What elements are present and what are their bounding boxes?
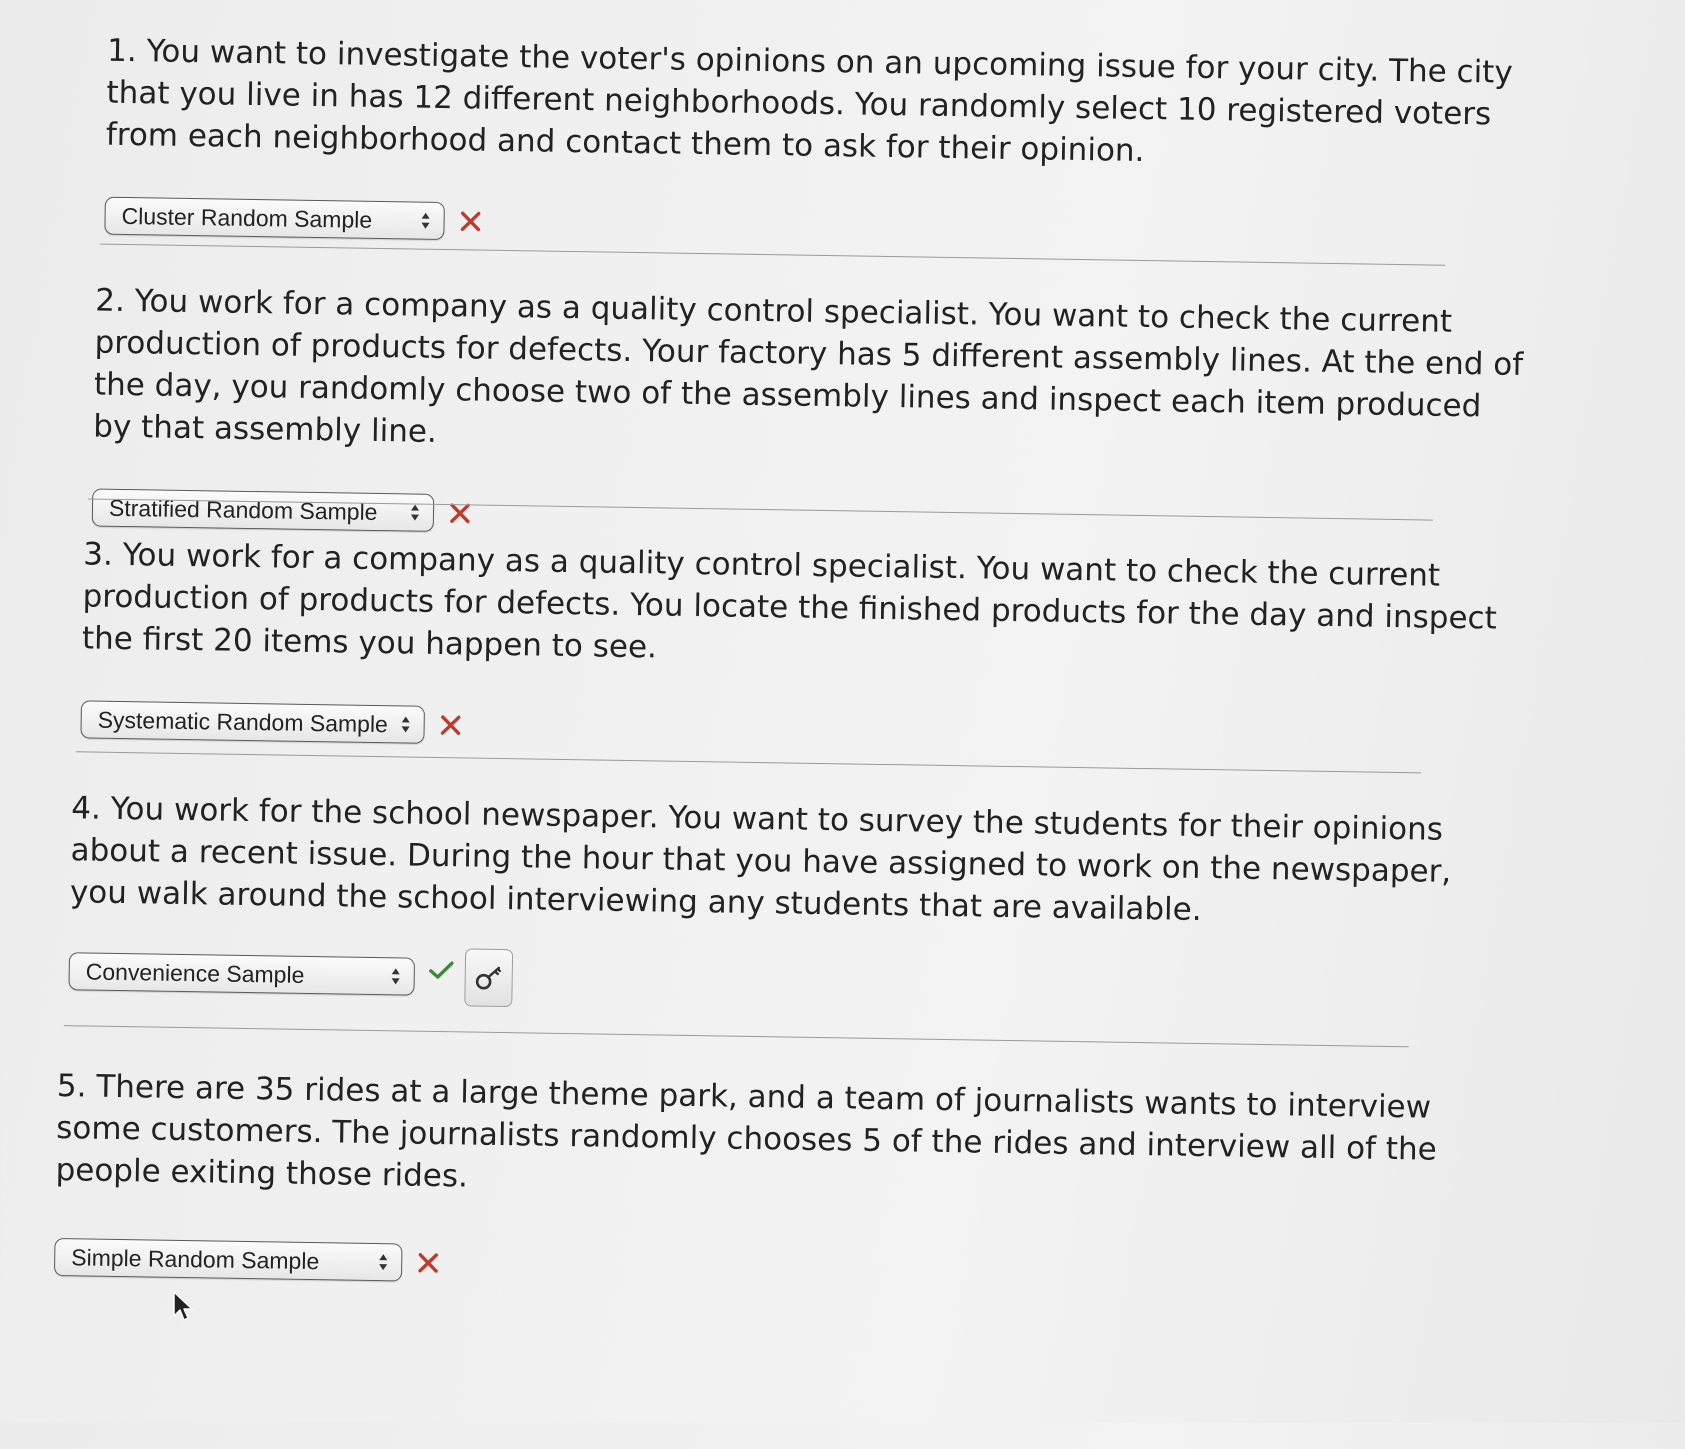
question-5-number: 5. [56,1068,87,1105]
question-3-number: 3. [83,536,114,573]
updown-arrows-icon [390,964,402,988]
x-icon [436,711,464,739]
key-icon [473,963,503,993]
question-4-answer-select[interactable] [68,952,415,995]
question-1-body: You want to investigate the voter's opinions on an upcoming issue for your city. The city that you live in has 12 different neighborhoods. You randomly select 10 registered voters from each neighborhood and contact them to ask for their opinion. [105,33,1513,169]
question-1-answer-select[interactable] [104,197,445,240]
divider-4 [64,1025,1409,1047]
question-2-body: You work for a company as a quality control specialist. You want to check the current production of products for defects. Your factory has 5 different assembly lines. At the end of the day, you randomly choose two of the assembly lines and inspect each item produced by that assembly line. [93,283,1524,450]
question-1-text [106,30,1538,178]
question-5-answer-select[interactable] [54,1238,403,1281]
question-4-number: 4. [71,790,102,827]
x-icon [414,1249,442,1277]
question-2 [92,280,1526,552]
question-2-number: 2. [95,282,126,319]
question-1-selected-value: Cluster Random Sample [121,202,373,233]
question-2-selected-value: Stratified Random Sample [108,494,378,525]
question-4 [68,787,1501,1015]
question-2-text [93,280,1525,470]
question-4-selected-value: Convenience Sample [85,957,305,988]
question-5 [54,1065,1487,1301]
updown-arrows-icon [399,712,411,736]
question-5-text [55,1065,1487,1213]
x-icon [456,207,484,235]
question-4-body: You work for the school newspaper. You want to survey the students for their opinions about a recent issue. During the hour that you have assigned to work on the newspaper, you walk around the school interviewing any students that are available. [69,790,1452,928]
view-answer-button[interactable] [464,948,513,1007]
question-5-body: There are 35 rides at a large theme park, and a team of journalists wants to interview some customers. The journalists randomly chooses 5 of the rides and interview all of the people exiting those rides. [55,1068,1437,1195]
question-3-body: You work for a company as a quality control specialist. You want to check the current production of products for defects. You locate the finished products for the day and inspect the first 20 items you happen to see. [81,536,1498,666]
question-2-answer-select[interactable] [92,489,435,532]
mouse-pointer-icon [172,1290,196,1324]
question-1 [104,30,1537,260]
updown-arrows-icon [419,209,431,233]
question-3-selected-value: Systematic Random Sample [97,706,389,737]
question-5-answer-row [54,1235,1485,1301]
question-3-answer-select[interactable] [80,700,425,743]
question-4-answer-row [68,949,1499,1015]
question-3-text [82,533,1514,681]
question-1-number: 1. [106,32,138,70]
question-4-text [70,787,1502,935]
checkmark-icon [427,956,455,984]
question-3 [80,533,1513,763]
question-5-selected-value: Simple Random Sample [71,1243,320,1274]
updown-arrows-icon [377,1250,389,1274]
question-1-answer-row [104,194,1535,260]
